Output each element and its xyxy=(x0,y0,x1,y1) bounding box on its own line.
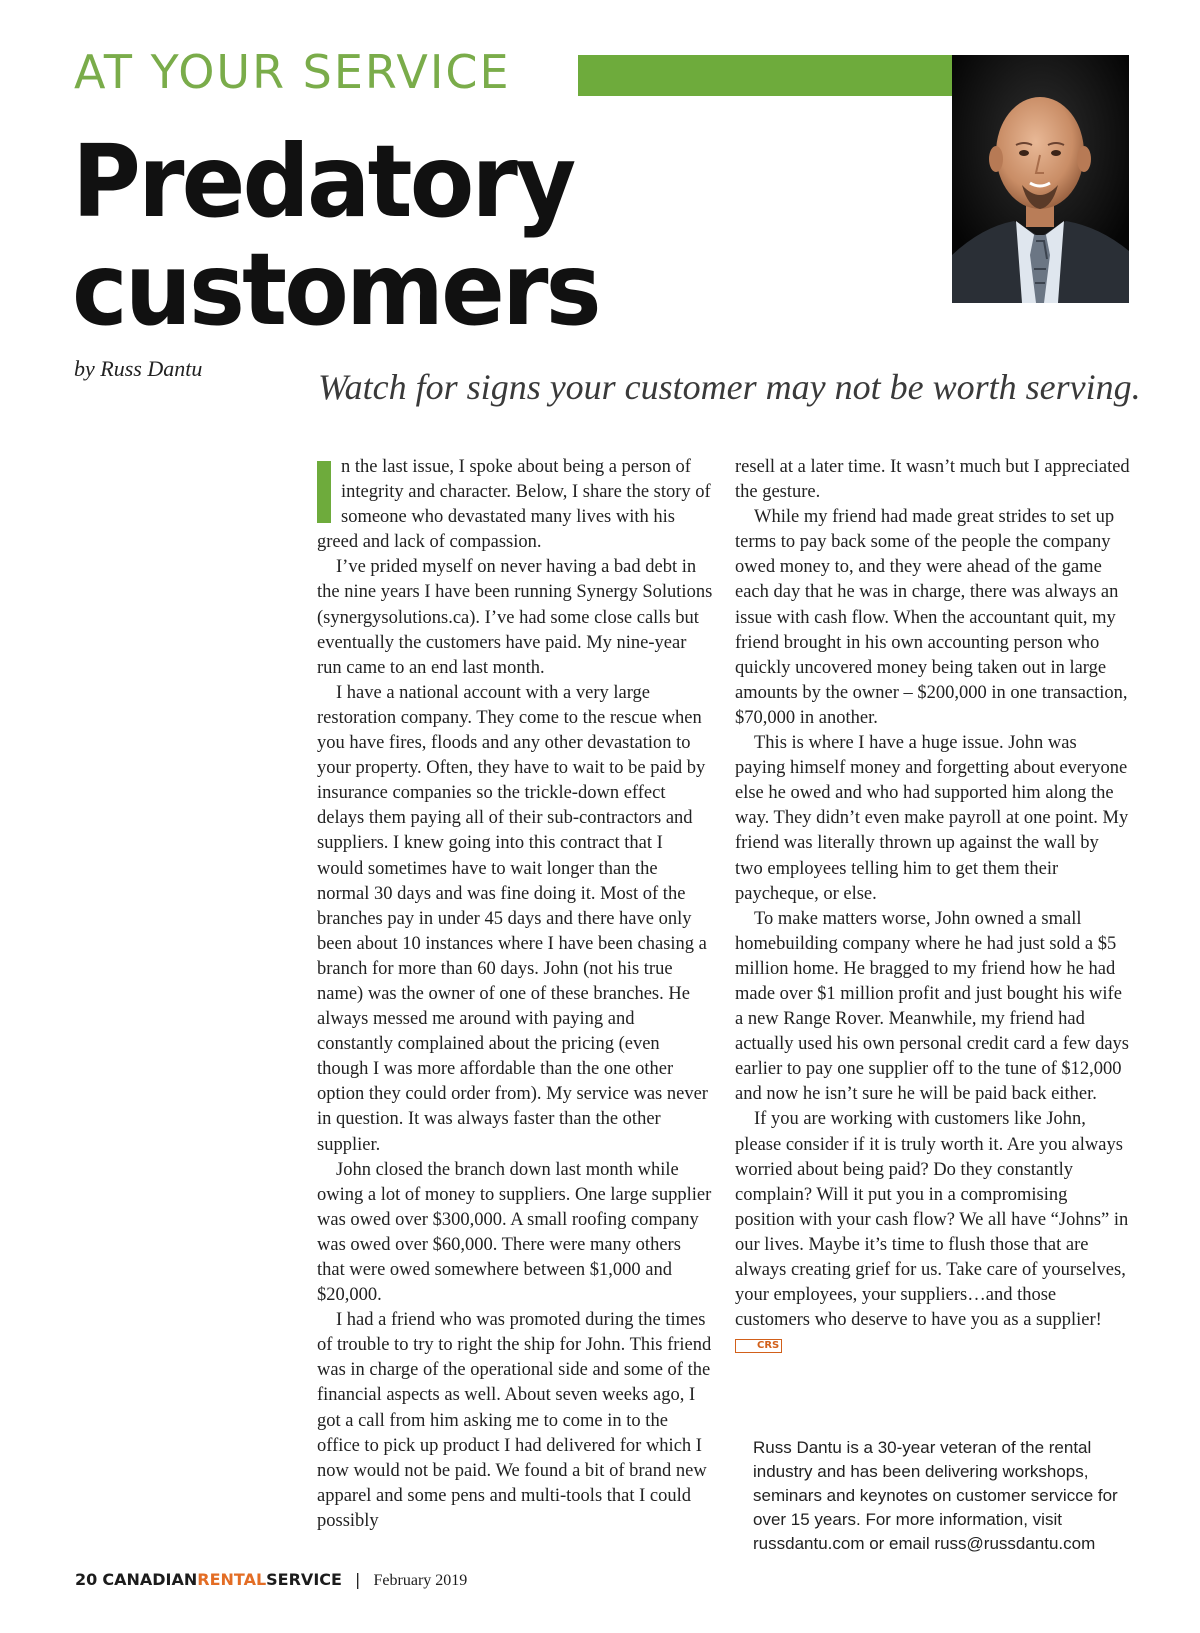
section-label: AT YOUR SERVICE xyxy=(74,45,511,99)
paragraph xyxy=(735,1107,1131,1358)
paragraph: I have a national account with a very large restoration company. They come to the rescue when you have fires, floods and any other devastation to your property. Often, they have to wait to be paid by insurance companies so the trickle-down effect delays them paying all of their sub-contractors and suppliers. I knew going into this contract that I would sometimes have to wait longer than the normal 30 days and was fine doing it. Most of the branches pay in under 45 days and there have only been about 10 instances where I have been chasing a branch for more than 60 days. John (not his true name) was the owner of one of these branches. He always messed me around with paying and constantly complained about the pricing (even though I was more affordable than the one other option they could order from). My service was never in question. It was always faster than the other supplier. xyxy=(317,682,708,1155)
article-column-1 xyxy=(317,455,713,1534)
paragraph: To make matters worse, John owned a small homebuilding company where he had just sold a $5 million home. He bragged to my friend how he had made over $1 million profit and just bought his wife a new Range Rover. Meanwhile, my friend had actually used his own personal credit card a few days earlier to pay one supplier off to the tune of $12,000 and now he isn’t sure he will be paid back either. xyxy=(735,908,1130,1105)
magazine-name xyxy=(102,1570,342,1589)
author-bio: Russ Dantu is a 30-year veteran of the rental industry and has been delivering workshops, seminars and keynotes on customer servicce for over 15 years. For more information, visit russdantu.com or email russ@russdantu.com xyxy=(753,1438,1118,1553)
magazine-name-part: CANADIAN xyxy=(102,1570,198,1589)
page-number: 20 xyxy=(75,1570,98,1589)
paragraph: resell at a later time. It wasn’t much but I appreciated the gesture. xyxy=(735,457,1130,503)
end-mark-logo: CRS xyxy=(735,1339,782,1353)
magazine-name-part: RENTAL xyxy=(197,1570,267,1589)
footer-separator: | xyxy=(355,1570,361,1589)
magazine-name-part: SERVICE xyxy=(266,1570,342,1589)
drop-cap-bar xyxy=(317,461,331,523)
author-photo xyxy=(952,55,1129,303)
paragraph: While my friend had made great strides to set up terms to pay back some of the people the company owed money to, and they were ahead of the game each day that he was in charge, there was always an issue with cash flow. When the accountant quit, my friend brought in his own accounting person who quickly uncovered money being taken out in large amounts by the owner – $200,000 in one transaction, $70,000 in another. xyxy=(735,507,1128,728)
paragraph-text: n the last issue, I spoke about being a person of integrity and character. Below, I share the story of someone who devastated many lives with his greed and lack of compassion. xyxy=(317,457,711,553)
title-line-2: customers xyxy=(72,231,599,348)
paragraph: This is where I have a huge issue. John was paying himself money and forgetting about everyone else he owed and who had supported him along the way. They didn’t even make payroll at one point. My friend was literally thrown up against the wall by two employees telling him to get them their paycheque, or else. xyxy=(735,733,1129,904)
paragraph: I had a friend who was promoted during the times of trouble to try to right the ship for John. This friend was in charge of the operational side and some of the financial aspects as well. About seven weeks ago, I got a call from him asking me to come in to the office to pick up product I had delivered for which I now would not be paid. We found a bit of brand new apparel and some pens and multi-tools that I could possibly xyxy=(317,1310,712,1531)
paragraph: I’ve prided myself on never having a bad debt in the nine years I have been running Synergy Solutions (synergysolutions.ca). I’ve had some close calls but eventually the customers have paid. My nine-year run came to an end last month. xyxy=(317,557,713,678)
page-footer xyxy=(75,1570,467,1591)
deck-subtitle: Watch for signs your customer may not be worth serving. xyxy=(318,367,1141,407)
article-column-2 xyxy=(735,455,1131,1358)
paragraph-text: If you are working with customers like John, please consider if it is truly worth it. Are you always worried about being paid? Do they constantly complain? Will it put you in a compromising position with your cash flow? We all have “Johns” in our lives. Maybe it’s time to flush those that are always creating grief for us. Take care of yourselves, your employees, your suppliers…and those customers who deserve to have you as a supplier! xyxy=(735,1109,1129,1331)
title-line-1: Predatory xyxy=(72,123,574,240)
byline: by Russ Dantu xyxy=(74,356,203,381)
article-title xyxy=(72,123,599,348)
issue-date: February 2019 xyxy=(373,1572,468,1589)
paragraph: John closed the branch down last month while owing a lot of money to suppliers. One large supplier was owed over $300,000. A small roofing company was owed over $60,000. There were many others that were owed somewhere between $1,000 and $20,000. xyxy=(317,1159,712,1306)
paragraph xyxy=(317,455,713,555)
